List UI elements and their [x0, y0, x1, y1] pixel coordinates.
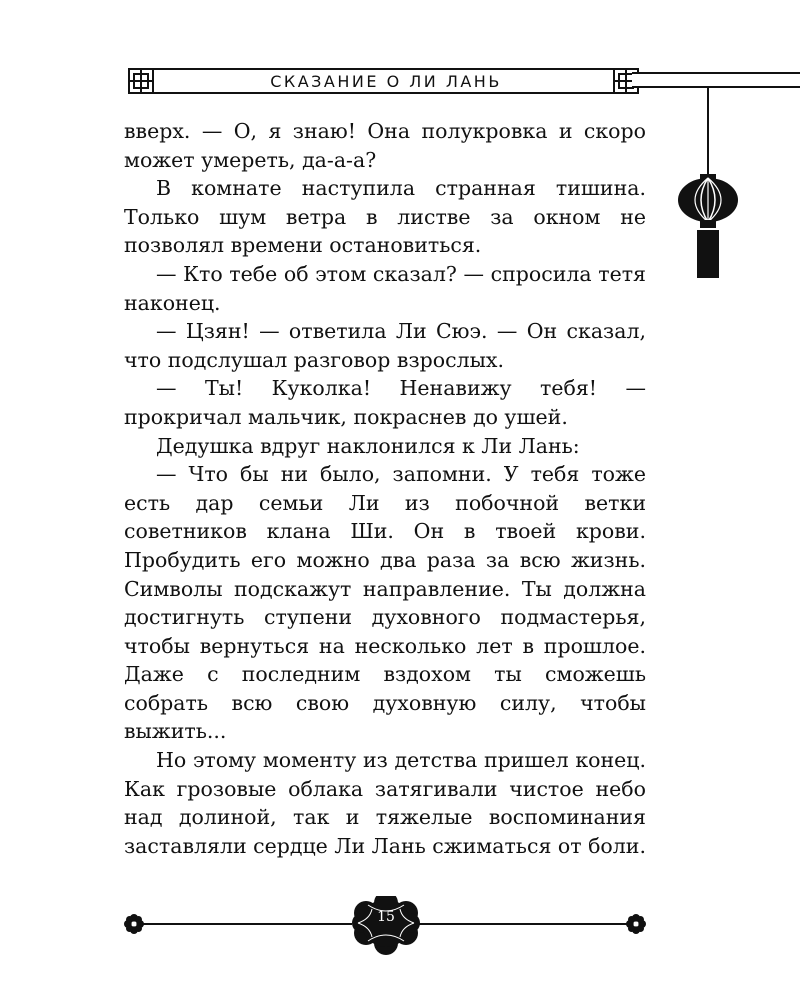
book-title: СКАЗАНИЕ О ЛИ ЛАНЬ: [270, 71, 502, 91]
page-number: 15: [377, 909, 395, 925]
paragraph: вверх. — О, я знаю! Она полукровка и скоро может умереть, да-а-а?: [124, 119, 646, 172]
paragraph: — Цзян! — ответила Ли Сюэ. — Он сказал, что подслушал разговор взрослых.: [124, 319, 646, 372]
paragraph: — Что бы ни было, запомни. У тебя тоже есть дар семьи Ли из побочной ветки советников клана Ши. Он в твоей крови. Пробудить его можно два раза за всю жизнь. Символы подскажут направление. Ты должна достигнуть ступени духовного подмастерья, чтобы вернуться на несколько лет в прошлое. Даже с последним вздохом ты сможешь собрать всю свою духовную силу, чтобы выжить...: [124, 462, 646, 744]
page-body-text: [124, 117, 646, 860]
paragraph: В комнате наступила странная тишина. Только шум ветра в листве за окном не позволял времени остановиться.: [124, 176, 646, 258]
paragraph: Дедушка вдруг наклонился к Ли Лань:: [156, 433, 580, 458]
running-header: [140, 68, 632, 94]
paragraph: Но этому моменту из детства пришел конец. Как грозовые облака затягивали чистое небо над долиной, так и тяжелые воспоминания заставляли сердце Ли Лань сжиматься от боли.: [124, 748, 646, 858]
paragraph: — Ты! Куколка! Ненавижу тебя! — прокричал мальчик, покраснев до ушей.: [124, 376, 646, 429]
flower-icon-left: [124, 914, 144, 934]
header-extension-bar: [632, 72, 800, 88]
flower-icon-right: [626, 914, 646, 934]
lantern-icon: [672, 88, 744, 283]
paragraph: — Кто тебе об этом сказал? — спросила тетя наконец.: [124, 261, 646, 315]
page-number-medallion: [352, 896, 420, 955]
footer-ornament: [120, 896, 660, 956]
